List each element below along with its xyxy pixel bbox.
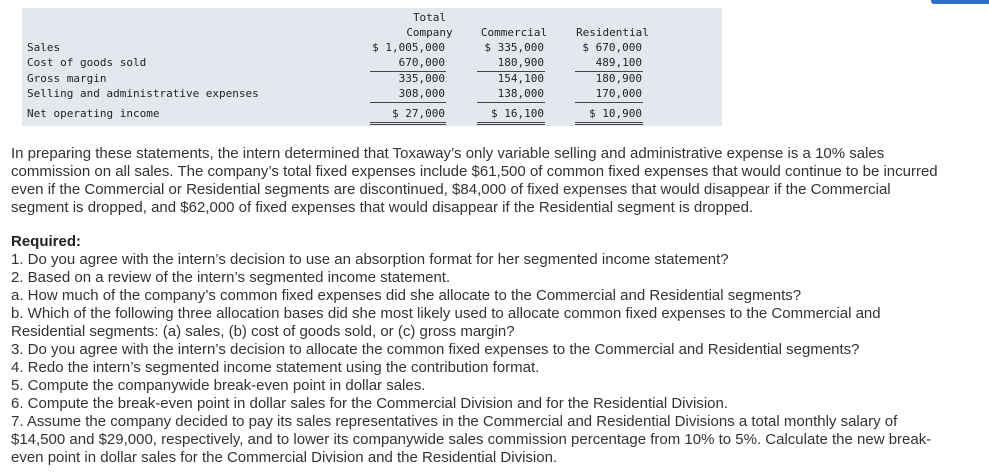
- sga-total: 308,000: [398, 87, 445, 100]
- underline-total-2: [370, 102, 446, 103]
- header-total-line2: Company: [406, 26, 453, 39]
- cogs-residential: 489,100: [595, 56, 642, 69]
- double-underline-commercial: [477, 122, 545, 125]
- header-total-line1: Total: [412, 11, 447, 24]
- required-item: 2. Based on a review of the intern’s segmented income statement.: [11, 269, 451, 286]
- gross-margin-residential: 180,900: [595, 72, 642, 85]
- noi-residential: $ 10,900: [589, 107, 642, 120]
- row-label-sales: Sales: [27, 41, 61, 54]
- intern-findings-paragraph: In preparing these statements, the intern determined that Toxaway’s only variable selling and administrative expense is a 10% sales commission on all sales. The company’s total fixed expenses include $61,500 of common fixed expenses that would continue to be incurred even if the Commercial or Residential segments are discontinued, $84,000 of fixed expenses that would disappear if the Commercial segment is dropped, and $62,000 of fixed expenses that would disappear if the Residential segment is dropped.: [11, 145, 938, 216]
- sga-commercial: 138,000: [497, 87, 544, 100]
- sales-total: $ 1,005,000: [372, 41, 445, 54]
- gross-margin-total: 335,000: [398, 72, 445, 85]
- required-item: 1. Do you agree with the intern’s decision to use an absorption format for her segmented income statement?: [11, 251, 729, 268]
- row-label-cogs: Cost of goods sold: [27, 56, 147, 69]
- segmented-income-statement: [22, 8, 722, 126]
- row-label-net-operating-income: Net operating income: [27, 107, 160, 120]
- noi-total: $ 27,000: [392, 107, 445, 120]
- cogs-total: 670,000: [398, 56, 445, 69]
- gross-margin-commercial: 154,100: [497, 72, 544, 85]
- required-item: 3. Do you agree with the intern’s decision to allocate the common fixed expenses to the Commercial and Residential segments?: [11, 341, 860, 358]
- required-title: Required:: [11, 233, 82, 250]
- required-item: 5. Compute the companywide break-even point in dollar sales.: [11, 377, 426, 394]
- required-item: 4. Redo the intern’s segmented income statement using the contribution format.: [11, 359, 540, 376]
- required-section: [11, 233, 951, 467]
- row-label-sga: Selling and administrative expenses: [27, 87, 259, 100]
- required-item: b. Which of the following three allocation bases did she most likely used to allocate common fixed expenses to the Commercial and Residential segments: (a) sales, (b) cost of goods sold, or (c) gross margin?: [11, 305, 881, 340]
- noi-commercial: $ 16,100: [491, 107, 544, 120]
- top-accent-bar: [931, 0, 989, 4]
- sga-residential: 170,000: [595, 87, 642, 100]
- underline-residential-2: [575, 102, 643, 103]
- header-residential: Residential: [576, 26, 649, 39]
- row-label-gross-margin: Gross margin: [27, 72, 107, 85]
- double-underline-residential: [575, 122, 643, 125]
- header-commercial: Commercial: [480, 26, 548, 39]
- required-item: 7. Assume the company decided to pay its sales representatives in the Commercial and Residential Divisions a total monthly salary of $14,500 and $29,000, respectively, and to lower its companywide sales commission percentage from 10% to 5%. Calculate the new break-even point in dollar sales for the Commercial Division and the Residential Division.: [11, 413, 932, 466]
- sales-residential: $ 670,000: [582, 41, 642, 54]
- required-item: a. How much of the company’s common fixed expenses did she allocate to the Commercial and Residential segments?: [11, 287, 802, 304]
- underline-commercial-2: [477, 102, 545, 103]
- required-item: 6. Compute the break-even point in dollar sales for the Commercial Division and for the Residential Division.: [11, 395, 729, 412]
- double-underline-total: [370, 122, 446, 125]
- sales-commercial: $ 335,000: [484, 41, 544, 54]
- cogs-commercial: 180,900: [497, 56, 544, 69]
